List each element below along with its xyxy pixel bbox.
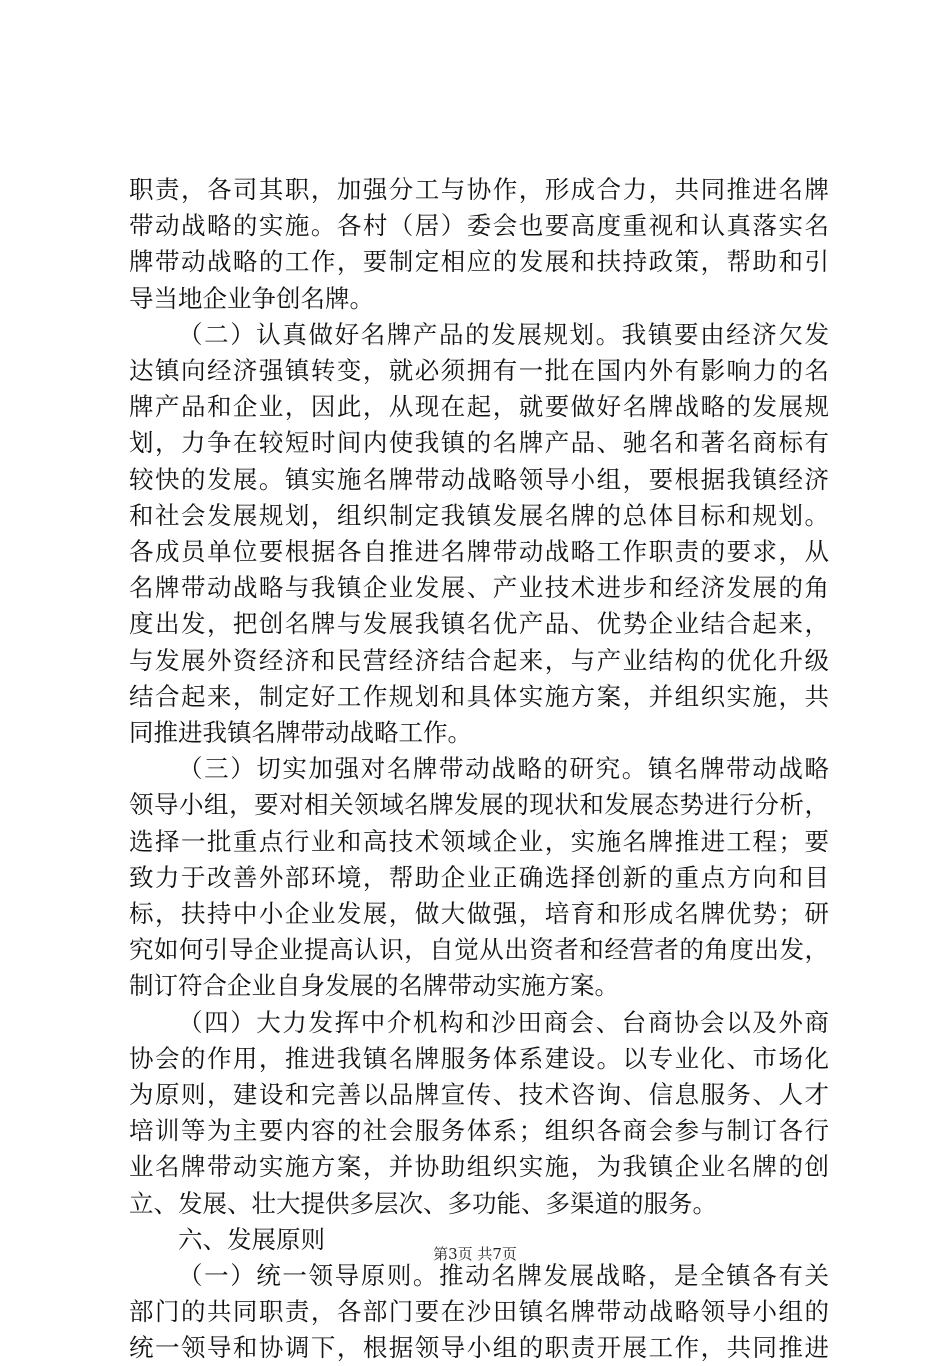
text-line: 统一领导和协调下，根据领导小组的职责开展工作，共同推进: [129, 1333, 829, 1363]
text-line: （二）认真做好名牌产品的发展规划。我镇要由经济欠发: [178, 319, 829, 349]
text-line: 导当地企业争创名牌。: [129, 283, 374, 313]
text-line: 各成员单位要根据各自推进名牌带动战略工作职责的要求，从: [129, 537, 829, 566]
text-line: 六、发展原则: [178, 1224, 325, 1254]
text-line: 结合起来，制定好工作规划和具体实施方案，并组织实施，共: [129, 681, 829, 711]
text-line: （一）统一领导原则。推动名牌发展战略，是全镇各有关: [178, 1261, 829, 1290]
text-line: 立、发展、壮大提供多层次、多功能、多渠道的服务。: [129, 1188, 717, 1218]
text-line: 较快的发展。镇实施名牌带动战略领导小组，要根据我镇经济: [129, 464, 829, 494]
text-line: 度出发，把创名牌与发展我镇名优产品、优势企业结合起来，: [129, 609, 829, 639]
text-line: 同推进我镇名牌带动战略工作。: [129, 718, 472, 747]
text-line: 带动战略的实施。各村（居）委会也要高度重视和认真落实名: [129, 211, 829, 241]
text-line: 与发展外资经济和民营经济结合起来，与产业结构的优化升级: [129, 645, 829, 675]
text-line: 选择一批重点行业和高技术领域企业，实施名牌推进工程；要: [129, 826, 829, 856]
text-line: 培训等为主要内容的社会服务体系；组织各商会参与制订各行: [129, 1116, 829, 1146]
text-line: 划，力争在较短时间内使我镇的名牌产品、驰名和著名商标有: [129, 428, 829, 458]
text-line: 职责，各司其职，加强分工与协作，形成合力，共同推进名牌: [129, 175, 829, 204]
text-line: 领导小组，要对相关领域名牌发展的现状和发展态势进行分析，: [129, 790, 829, 820]
text-line: 和社会发展规划，组织制定我镇发展名牌的总体目标和规划。: [129, 500, 829, 530]
text-line: 达镇向经济强镇转变，就必须拥有一批在国内外有影响力的名: [129, 356, 829, 385]
text-line: （四）大力发挥中介机构和沙田商会、台商协会以及外商: [178, 1007, 829, 1037]
text-line: 致力于改善外部环境，帮助企业正确选择创新的重点方向和目: [129, 862, 829, 892]
text-line: 牌产品和企业，因此，从现在起，就要做好名牌战略的发展规: [129, 392, 829, 422]
text-line: 牌带动战略的工作，要制定相应的发展和扶持政策，帮助和引: [129, 247, 829, 277]
text-line: 究如何引导企业提高认识，自觉从出资者和经营者的角度出发，: [129, 935, 829, 965]
text-line: （三）切实加强对名牌带动战略的研究。镇名牌带动战略: [178, 754, 829, 784]
text-line: 业名牌带动实施方案，并协助组织实施，为我镇企业名牌的创: [129, 1152, 829, 1182]
text-line: 协会的作用，推进我镇名牌服务体系建设。以专业化、市场化: [129, 1043, 829, 1073]
text-line: 标，扶持中小企业发展，做大做强，培育和形成名牌优势；研: [129, 899, 829, 928]
page-footer: 第3页 共7页: [433, 1245, 517, 1263]
text-line: 为原则，建设和完善以品牌宣传、技术咨询、信息服务、人才: [129, 1080, 829, 1109]
text-line: 名牌带动战略与我镇企业发展、产业技术进步和经济发展的角: [129, 573, 829, 603]
text-line: 部门的共同职责，各部门要在沙田镇名牌带动战略领导小组的: [129, 1297, 829, 1327]
text-line: 制订符合企业自身发展的名牌带动实施方案。: [129, 971, 619, 1001]
